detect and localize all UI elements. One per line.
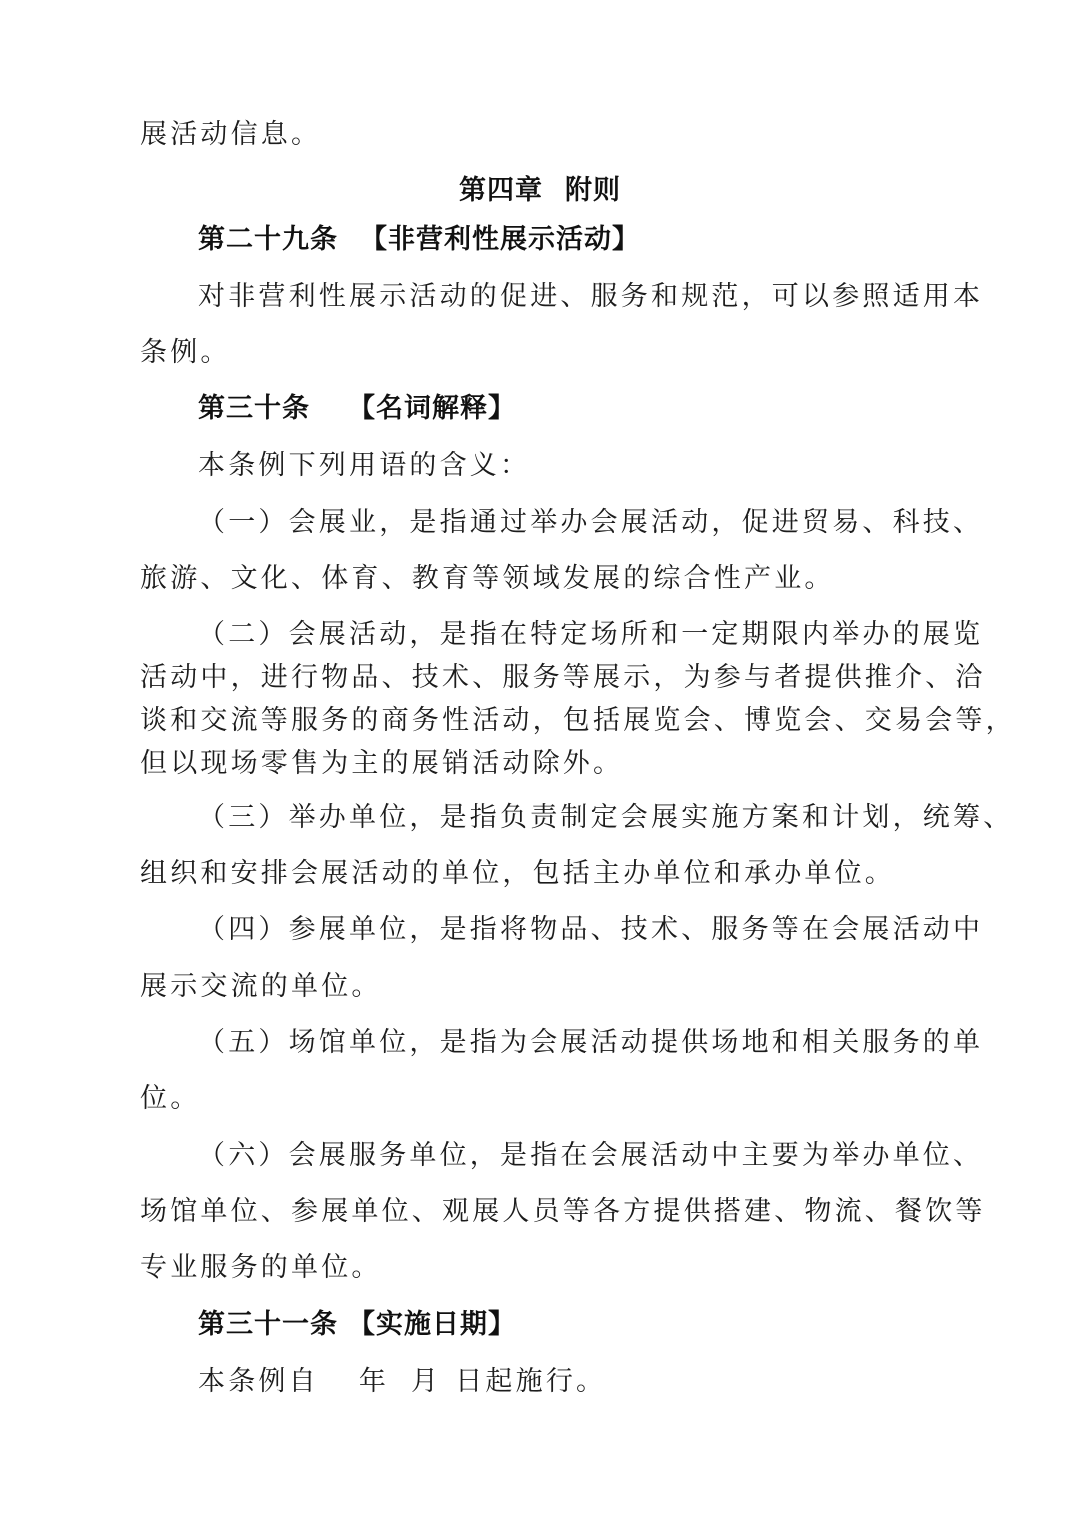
effective-date-suffix: 日起施行。 bbox=[455, 1366, 607, 1397]
effective-date-prefix: 本条例自 bbox=[198, 1366, 319, 1397]
definition-1-line-2: 旅游、文化、体育、教育等领域发展的综合性产业。 bbox=[140, 563, 835, 594]
article-30-number: 第三十条 bbox=[198, 393, 310, 424]
article-31-heading bbox=[198, 1307, 516, 1343]
definition-6-line-1: （六）会展服务单位，是指在会展活动中主要为举办单位、 bbox=[198, 1140, 984, 1171]
chapter-title: 附则 bbox=[565, 175, 621, 206]
definition-3-line-2: 组织和安排会展活动的单位，包括主办单位和承办单位。 bbox=[140, 858, 895, 889]
definition-2-line-1: （二）会展活动，是指在特定场所和一定期限内举办的展览 bbox=[198, 619, 984, 650]
article-30-intro: 本条例下列用语的含义： bbox=[198, 450, 531, 481]
effective-date-month: 月 bbox=[411, 1366, 442, 1397]
definition-6-line-3: 专业服务的单位。 bbox=[140, 1252, 382, 1283]
definition-5-line-2: 位。 bbox=[140, 1083, 201, 1114]
definition-5-line-1: （五）场馆单位，是指为会展活动提供场地和相关服务的单 bbox=[198, 1027, 984, 1058]
article-29-line-1: 对非营利性展示活动的促进、服务和规范，可以参照适用本 bbox=[198, 281, 984, 312]
definition-4-line-1: （四）参展单位，是指将物品、技术、服务等在会展活动中 bbox=[198, 914, 984, 945]
article-31-number: 第三十一条 bbox=[198, 1309, 338, 1340]
carry-over-text: 展活动信息。 bbox=[140, 119, 322, 150]
definition-2-line-2: 活动中，进行物品、技术、服务等展示，为参与者提供推介、洽 bbox=[140, 662, 986, 693]
effective-date-year: 年 bbox=[358, 1366, 390, 1397]
definition-3-line-1: （三）举办单位，是指负责制定会展实施方案和计划，统筹、 bbox=[198, 802, 1014, 833]
definition-6-line-2: 场馆单位、参展单位、观展人员等各方提供搭建、物流、餐饮等 bbox=[140, 1196, 986, 1227]
article-29-title: 【非营利性展示活动】 bbox=[360, 224, 640, 255]
article-30-title: 【名词解释】 bbox=[348, 393, 516, 424]
article-29-line-2: 条例。 bbox=[140, 337, 231, 368]
chapter-heading bbox=[0, 173, 1080, 209]
definition-1-line-1: （一）会展业，是指通过举办会展活动，促进贸易、科技、 bbox=[198, 507, 984, 538]
chapter-number: 第四章 bbox=[459, 175, 543, 206]
article-29-heading bbox=[198, 222, 640, 258]
article-29-number: 第二十九条 bbox=[198, 224, 338, 255]
definition-2-line-4: 但以现场零售为主的展销活动除外。 bbox=[140, 748, 624, 779]
effective-date-line bbox=[198, 1364, 606, 1400]
article-31-title: 【实施日期】 bbox=[348, 1309, 516, 1340]
definition-4-line-2: 展示交流的单位。 bbox=[140, 971, 382, 1002]
definition-2-line-3: 谈和交流等服务的商务性活动，包括展览会、博览会、交易会等， bbox=[140, 705, 1016, 736]
article-30-heading bbox=[198, 391, 516, 427]
